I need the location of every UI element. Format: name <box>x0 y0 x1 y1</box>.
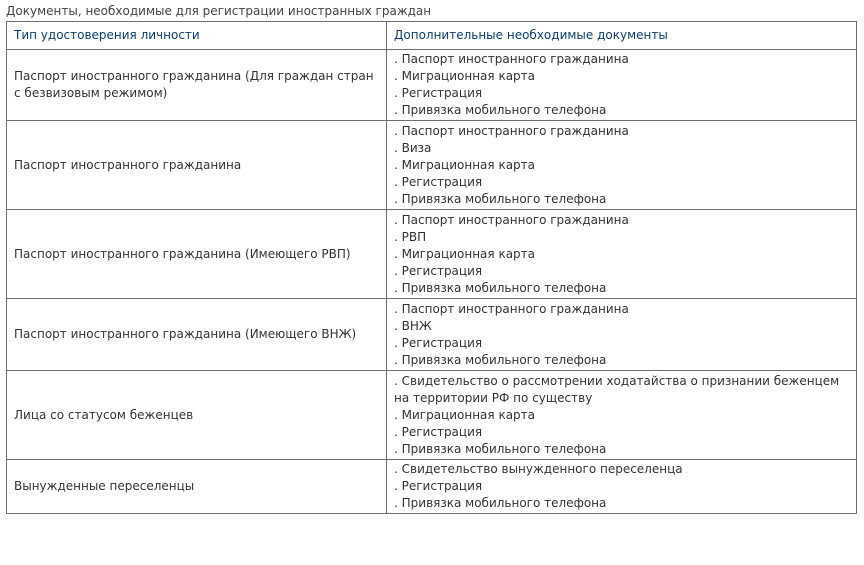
doc-item: . ВНЖ <box>394 318 432 333</box>
doc-item: . Миграционная карта <box>394 246 536 261</box>
docs-cell <box>387 460 857 514</box>
doc-item: . Регистрация <box>394 479 483 493</box>
doc-item: . РВП <box>394 229 427 244</box>
table-row <box>7 371 857 460</box>
table-row <box>7 121 857 210</box>
doc-item: . Свидетельство о рассмотрении ходатайства о признании беженцем на территории РФ по существу <box>394 373 840 405</box>
doc-item: . Регистрация <box>394 335 483 350</box>
id-type-cell: Вынужденные переселенцы <box>7 460 387 514</box>
doc-item: . Паспорт иностранного гражданина <box>394 123 629 138</box>
documents-table <box>6 21 857 514</box>
table-caption: Документы, необходимые для регистрации иностранных граждан <box>6 4 432 18</box>
doc-item: . Паспорт иностранного гражданина <box>394 52 629 66</box>
header-id-type: Тип удостоверения личности <box>7 22 387 50</box>
doc-item: . Паспорт иностранного гражданина <box>394 301 629 316</box>
docs-cell <box>387 121 857 210</box>
docs-cell <box>387 210 857 299</box>
id-type-cell: Паспорт иностранного гражданина (Имеющего ВНЖ) <box>7 299 387 371</box>
id-type-cell: Паспорт иностранного гражданина (Имеющего РВП) <box>7 210 387 299</box>
table-row <box>7 299 857 371</box>
id-type-cell: Паспорт иностранного гражданина <box>7 121 387 210</box>
docs-cell <box>387 50 857 121</box>
doc-item: . Привязка мобильного телефона <box>394 441 607 456</box>
table-header-row <box>7 22 857 50</box>
doc-item: . Свидетельство вынужденного переселенца <box>394 462 683 476</box>
doc-item: . Миграционная карта <box>394 407 536 422</box>
table-row <box>7 210 857 299</box>
doc-item: . Виза <box>394 140 432 155</box>
table-row <box>7 50 857 121</box>
header-required-docs: Дополнительные необходимые документы <box>387 22 857 50</box>
doc-item: . Привязка мобильного телефона <box>394 191 607 206</box>
doc-item: . Паспорт иностранного гражданина <box>394 212 629 227</box>
doc-item: . Привязка мобильного телефона <box>394 352 607 367</box>
table-row <box>7 460 857 514</box>
doc-item: . Регистрация <box>394 86 483 100</box>
doc-item: . Миграционная карта <box>394 69 536 83</box>
doc-item: . Регистрация <box>394 424 483 439</box>
doc-item: . Регистрация <box>394 263 483 278</box>
doc-item: . Привязка мобильного телефона <box>394 103 607 117</box>
docs-cell <box>387 371 857 460</box>
doc-item: . Привязка мобильного телефона <box>394 496 607 510</box>
doc-item: . Привязка мобильного телефона <box>394 280 607 295</box>
id-type-cell: Лица со статусом беженцев <box>7 371 387 460</box>
id-type-cell: Паспорт иностранного гражданина (Для граждан стран с безвизовым режимом) <box>7 50 387 121</box>
docs-cell <box>387 299 857 371</box>
doc-item: . Миграционная карта <box>394 157 536 172</box>
doc-item: . Регистрация <box>394 174 483 189</box>
